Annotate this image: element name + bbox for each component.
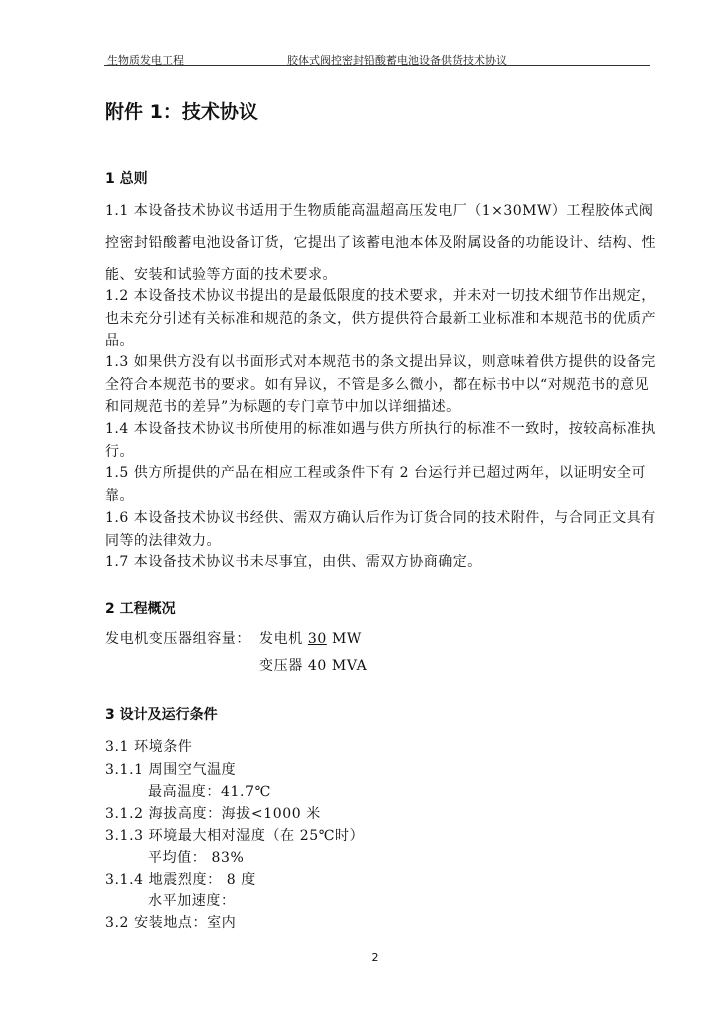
clause-3-1-1: 3.1.1 周围空气温度 — [105, 762, 237, 778]
header-left-project: 生物质发电工程 — [107, 54, 184, 67]
clause-1-3: 1.3 如果供方没有以书面形式对本规范书的条文提出异议，则意味着供方提供的设备完全符合本规范书的要求。如有异议，不管是多么微小，都在标书中以“对规范书的意见和同规范书的差异”为标题的专门章节中加以详细描述。 — [105, 354, 656, 415]
clause-1-5: 1.5 供方所提供的产品在相应工程或条件下有 2 台运行并已超过两年，以证明安全可靠。 — [105, 465, 647, 504]
generator-capacity — [259, 628, 362, 648]
clause-3-1-2: 3.1.2 海拔高度：海拔<1000 米 — [105, 806, 321, 822]
generator-label: 发电机 — [259, 631, 303, 647]
generator-unit: MW — [331, 631, 362, 647]
clause-1-4: 1.4 本设备技术协议书所使用的标准如遇与供方所执行的标准不一致时，按较高标准执行。 — [105, 421, 656, 460]
header-divider — [104, 65, 650, 66]
page-number: 2 — [371, 951, 379, 964]
clause-3-1-4: 3.1.4 地震烈度： 8 度 — [105, 872, 256, 888]
clause-1-7: 1.7 本设备技术协议书未尽事宜，由供、需双方协商确定。 — [105, 554, 482, 570]
section-1-heading: 1 总则 — [105, 171, 148, 187]
average-humidity: 平均值： 83% — [148, 850, 245, 866]
max-temperature: 最高温度：41.7℃ — [148, 784, 271, 800]
section-2-heading: 2 工程概况 — [105, 601, 176, 617]
transformer-capacity: 变压器 40 MVA — [259, 658, 368, 674]
clause-1-1: 1.1 本设备技术协议书适用于生物质能高温超高压发电厂（1×30MW）工程胶体式阀控密封铅酸蓄电池设备订货，它提出了该蓄电池本体及附属设备的功能设计、结构、性能、安装和试验等方面的技术要求。 — [105, 203, 656, 283]
generator-value: 30 — [307, 631, 327, 647]
clause-3-2: 3.2 安装地点：室内 — [105, 915, 237, 931]
clause-3-1-3: 3.1.3 环境最大相对湿度（在 25℃时） — [105, 828, 365, 844]
clause-1-2: 1.2 本设备技术协议书提出的是最低限度的技术要求，并未对一切技术细节作出规定，也未充分引述有关标准和规范的条文，供方提供符合最新工业标准和本规范书的优质产品。 — [105, 288, 656, 349]
clause-1-6: 1.6 本设备技术协议书经供、需双方确认后作为订货合同的技术附件，与合同正文具有同等的法律效力。 — [105, 510, 656, 549]
header-document-title: 胶体式阀控密封铅酸蓄电池设备供货技术协议 — [287, 54, 507, 67]
section-3-heading: 3 设计及运行条件 — [105, 707, 218, 723]
capacity-label: 发电机变压器组容量： — [105, 631, 251, 647]
horizontal-acceleration: 水平加速度： — [148, 893, 236, 909]
page-title: 附件 1：技术协议 — [105, 101, 258, 123]
env-conditions-heading: 3.1 环境条件 — [105, 739, 193, 755]
